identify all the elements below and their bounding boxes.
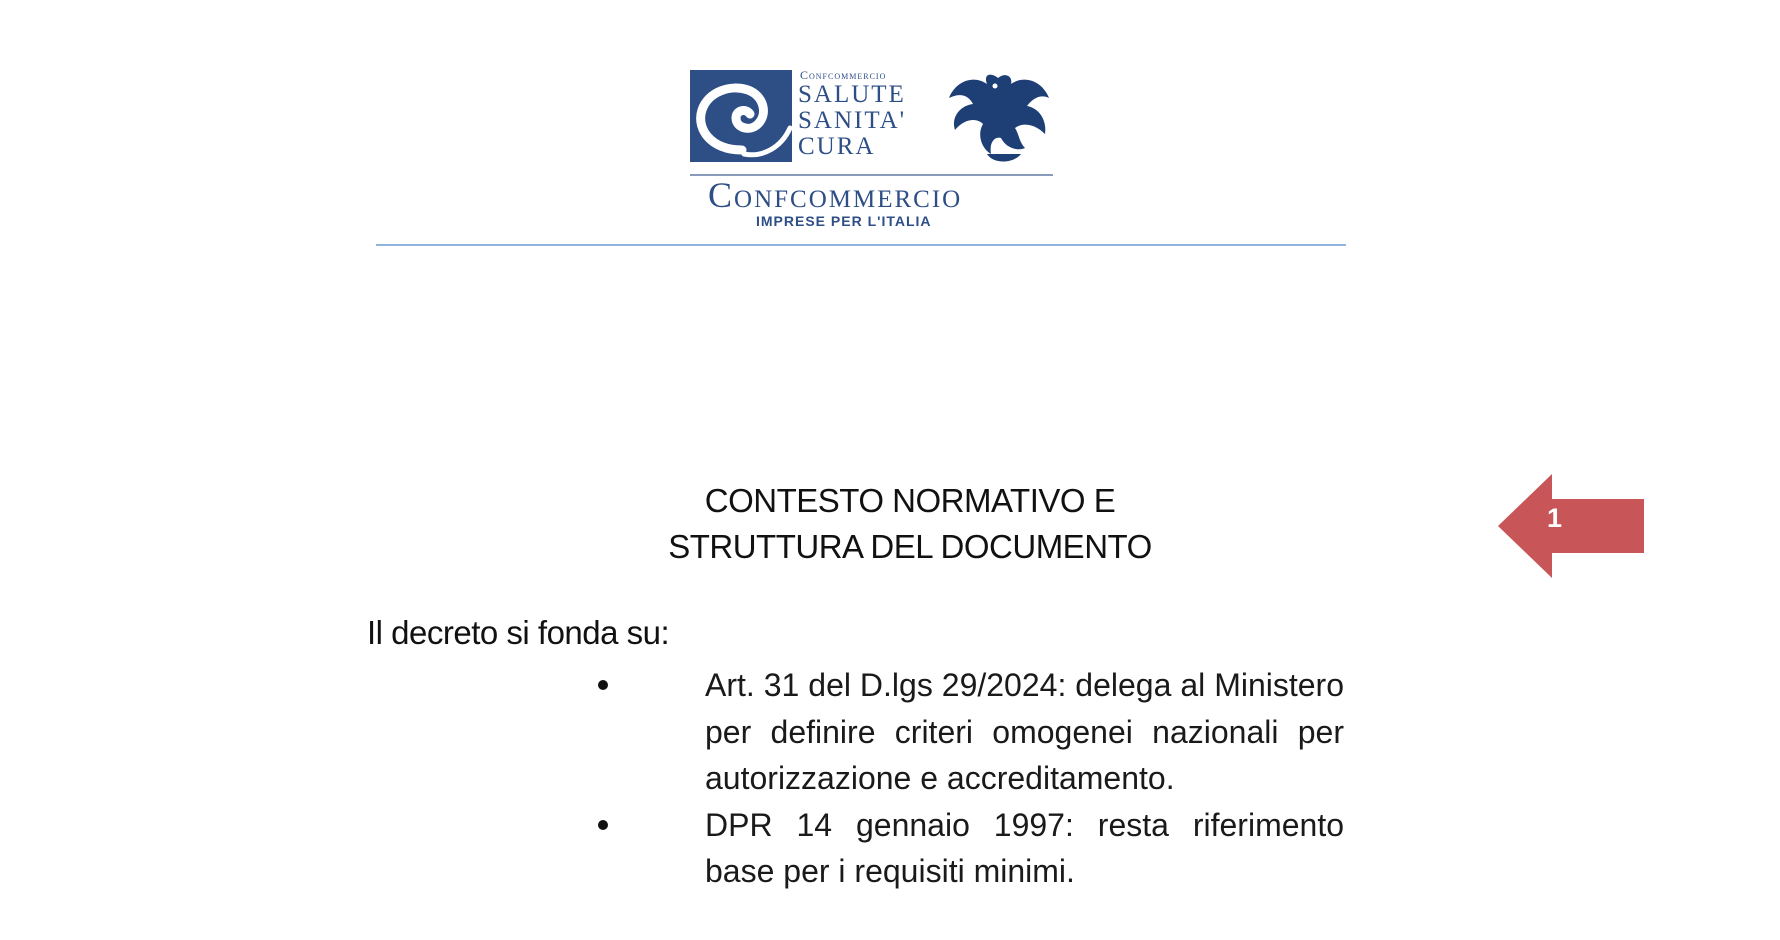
list-item: [590, 802, 1344, 895]
bullet-text: DPR 14 gennaio 1997: resta riferimento base per i requisiti minimi.: [705, 806, 1344, 889]
bullet-icon: [598, 680, 608, 690]
document-title: [630, 478, 1190, 570]
list-item: [590, 662, 1344, 802]
bullet-icon: [598, 820, 608, 830]
confcommercio-logo: [690, 60, 1060, 230]
header-divider: [376, 244, 1346, 246]
logo-main-brand: Confcommercio: [708, 175, 963, 215]
logo-line-cura: CURA: [798, 133, 876, 160]
eagle-icon: [943, 68, 1053, 168]
title-line-1: CONTESTO NORMATIVO E: [704, 482, 1116, 519]
logo-line-salute: SALUTE: [798, 81, 906, 108]
bullet-text: Art. 31 del D.lgs 29/2024: delega al Ministero per definire criteri omogenei nazionali per autorizzazione e accreditamento.: [705, 667, 1344, 796]
logo-line-sanita: SANITA': [798, 107, 907, 134]
logo-small-brand: Confcommercio: [800, 68, 887, 82]
intro-text: Il decreto si fonda su:: [367, 614, 670, 651]
left-arrow-icon: [1498, 474, 1644, 578]
bullet-list: [590, 662, 1344, 895]
swirl-logo-icon: [690, 70, 792, 162]
logo-tagline: IMPRESE PER L'ITALIA: [756, 213, 932, 229]
title-line-2: STRUTTURA DEL DOCUMENTO: [668, 528, 1152, 565]
annotation-number: 1: [1547, 503, 1563, 533]
